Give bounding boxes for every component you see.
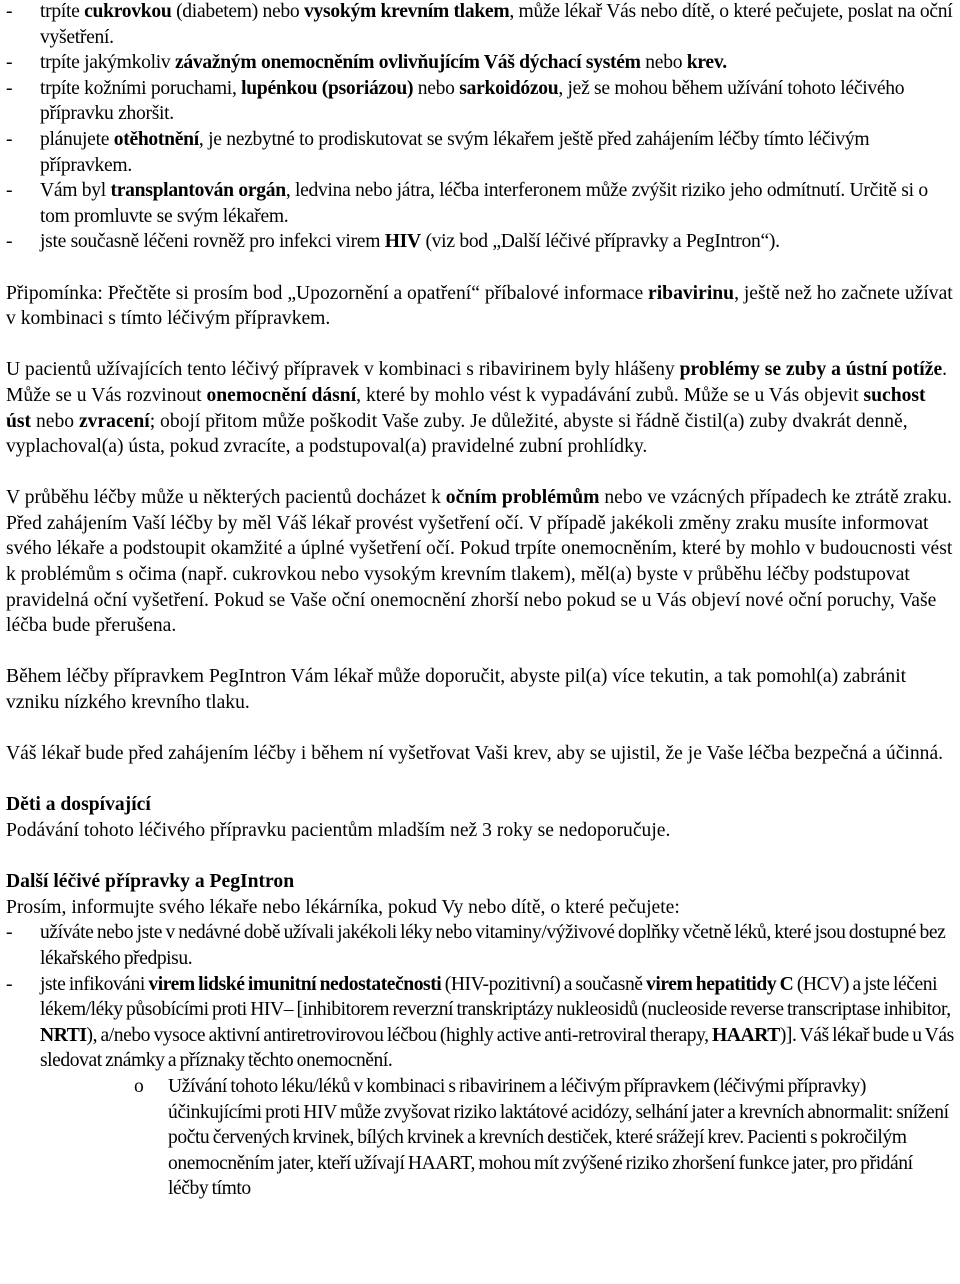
dash-marker: -: [6, 922, 13, 944]
precautions-list: [6, 0, 954, 255]
list-item: [6, 920, 954, 971]
bold-text: sarkoidózou: [459, 77, 559, 99]
bold-text: NRTI: [40, 1024, 87, 1046]
sub-list-item-text: Užívání tohoto léku/léků v kombinaci s ribavirinem a léčivým přípravkem (léčivými přípravky) účinkujícími proti HIV může zvyšovat riziko laktátové acidózy, selhání jater a krevních abnormalit: snížení počtu červených krvinek, bílých krvinek a krevních destiček, které srážejí krev. Pacienti s pokročilým onemocněním jater, kteří užívají HAART, mohou mít zvýšené riziko zhoršení funkce jater, pro přidání léčby tímto: [168, 1075, 949, 1200]
text-run: jste infikováni: [40, 973, 149, 995]
bold-text: vysokým krevním tlakem: [304, 1, 510, 22]
bold-text: onemocnění dásní: [206, 384, 357, 406]
reminder-paragraph: [6, 281, 954, 332]
dash-marker: -: [6, 77, 13, 99]
text-run: (diabetem) nebo: [171, 1, 305, 22]
other-medicines-heading: Další léčivé přípravky a PegIntron: [6, 871, 295, 893]
list-item-text: [40, 974, 954, 1072]
list-item-text: [40, 78, 904, 125]
bold-text: očním problémům: [445, 487, 600, 509]
text-run: , které by mohlo vést k vypadávání zubů. Může se u Vás objevit: [356, 384, 864, 406]
sub-list-item: [6, 1074, 954, 1202]
dash-marker: -: [6, 1, 13, 22]
text-run: U pacientů užívajících tento léčivý přípravek v kombinaci s ribavirinem byly hlášeny: [6, 359, 680, 381]
text-run: ; obojí přitom může poškodit Vaše zuby. Je důležité, abyste si řádně čistil(a) zuby dvakrát denně, vyplachoval(a) ústa, pokud zvracíte, a podstupoval(a) pravidelné zubní prohlídky.: [6, 410, 908, 458]
text-run: (HIV-pozitivní) a současně: [441, 973, 646, 995]
fluids-paragraph: [6, 664, 954, 715]
text-run: ), a/nebo vysoce aktivní antiretrovirovou léčbou (highly active anti-retroviral therapy,: [86, 1024, 713, 1046]
teeth-paragraph: [6, 357, 954, 459]
text-run: trpíte jakýmkoliv: [40, 52, 175, 74]
dash-marker: -: [6, 973, 13, 995]
children-text: Podávání tohoto léčivého přípravku pacientům mladším než 3 roky se nedoporučuje.: [6, 820, 671, 841]
bold-text: otěhotnění: [113, 128, 199, 150]
text-run: , ještě než ho začnete užívat v kombinaci s tímto léčivým přípravkem.: [6, 282, 953, 330]
text-run: , může lékař Vás nebo dítě, o které pečujete, poslat na oční vyšetření.: [40, 1, 953, 48]
bold-text: virem lidské imunitní nedostatečnosti: [148, 973, 442, 995]
text-run: nebo: [413, 77, 460, 99]
list-item: [6, 50, 954, 76]
text-run: . Může se u Vás rozvinout: [6, 359, 948, 406]
bold-text: HIV: [384, 231, 421, 253]
bold-text: zvracení: [78, 410, 150, 432]
dash-marker: -: [6, 180, 13, 202]
text-run: (HCV) a jste léčeni lékem/léky působícími proti HIV– [inhibitorem reverzní transkriptázy nukleosidů (nucleoside reverse transcriptase inhibitor,: [40, 973, 951, 1021]
dash-marker: -: [6, 52, 13, 74]
other-medicines-intro: Prosím, informujte svého lékaře nebo lékárníka, pokud Vy nebo dítě, o které pečujete:: [6, 896, 680, 918]
blood-test-paragraph: [6, 741, 954, 767]
bold-text: ribavirinu: [648, 282, 735, 304]
text-run: )]. Váš lékař bude u Vás sledovat známky a příznaky těchto onemocnění.: [40, 1024, 954, 1072]
text-run: , jež se mohou během užívání tohoto léčivého přípravku zhoršit.: [40, 77, 905, 125]
list-item-text: [40, 129, 869, 176]
list-item: [6, 178, 954, 229]
text-run: plánujete: [40, 128, 114, 150]
bold-text: suchost úst: [6, 384, 926, 432]
text-run: V průběhu léčby může u některých pacientů docházet k: [6, 487, 446, 509]
list-item-text: [40, 231, 780, 252]
list-item: [6, 127, 954, 178]
list-item: [6, 0, 954, 50]
bold-text: virem hepatitidy C: [646, 973, 794, 995]
list-item-text: [40, 1, 952, 48]
children-heading: Děti a dospívající: [6, 794, 151, 816]
bold-text: transplantován orgán: [110, 180, 286, 202]
bold-text: závažným onemocněním ovlivňujícím Váš dýchací systém: [175, 52, 641, 74]
text-run: nebo: [31, 410, 79, 432]
list-item: [6, 972, 954, 1074]
text-run: nebo: [640, 52, 687, 74]
list-item-text: [40, 52, 727, 73]
list-item-text: [40, 180, 928, 227]
bold-text: HAART: [712, 1024, 780, 1046]
bold-text: problémy se zuby a ústní potíže: [679, 359, 943, 381]
list-item-text: [40, 922, 945, 969]
text-run: Během léčby přípravkem PegIntron Vám lékař může doporučit, abyste pil(a) více tekutin, a tak pomohl(a) zabránit vzniku nízkého krevního tlaku.: [6, 666, 907, 714]
list-item: [6, 229, 954, 255]
other-medicines-list: [6, 920, 954, 1074]
document-page: [6, 0, 954, 1202]
eyes-paragraph: [6, 485, 954, 639]
text-run: Vám byl: [40, 180, 111, 202]
list-item: [6, 76, 954, 127]
text-run: (viz bod „Další léčivé přípravky a PegIntron“).: [420, 231, 780, 253]
bold-text: lupénkou (psoriázou): [241, 77, 414, 99]
text-run: trpíte: [40, 1, 85, 22]
bold-text: krev.: [686, 52, 727, 74]
text-run: jste současně léčeni rovněž pro infekci virem: [40, 231, 385, 253]
text-run: užíváte nebo jste v nedávné době užívali jakékoli léky nebo vitaminy/výživové doplňky včetně léků, které jsou dostupné bez lékařského předpisu.: [40, 922, 946, 969]
text-run: nebo ve vzácných případech ke ztrátě zraku. Před zahájením Vaší léčby by měl Váš lékař provést vyšetření očí. V případě jakékoli změny zraku musíte informovat svého lékaře a podstoupit okamžité a úplné vyšetření očí. Pokud trpíte onemocněním, které by mohlo v budoucnosti vést k problémům s očima (např. cukrovkou nebo vysokým krevním tlakem), měl(a) byste v průběhu léčby podstupovat pravidelná oční vyšetření. Pokud se Vaše oční onemocnění zhorší nebo pokud se u Vás objeví nové oční poruchy, Vaše léčba bude přerušena.: [6, 487, 953, 637]
hiv-sub-list: [6, 1074, 954, 1202]
text-run: , ledvina nebo játra, léčba interferonem může zvýšit riziko jeho odmítnutí. Určitě si o tom promluvte se svým lékařem.: [40, 180, 928, 227]
dash-marker: -: [6, 231, 13, 253]
text-run: Váš lékař bude před zahájením léčby i během ní vyšetřovat Vaši krev, aby se ujistil, že je Vaše léčba bezpečná a účinná.: [6, 743, 944, 765]
text-run: Připomínka: Přečtěte si prosím bod „Upozornění a opatření“ příbalové informace: [6, 282, 649, 304]
bold-text: cukrovkou: [84, 1, 172, 22]
circle-marker: o: [134, 1075, 144, 1097]
dash-marker: -: [6, 128, 13, 150]
text-run: trpíte kožními poruchami,: [40, 77, 242, 99]
text-run: , je nezbytné to prodiskutovat se svým lékařem ještě před zahájením léčby tímto léčivým přípravkem.: [40, 128, 870, 176]
